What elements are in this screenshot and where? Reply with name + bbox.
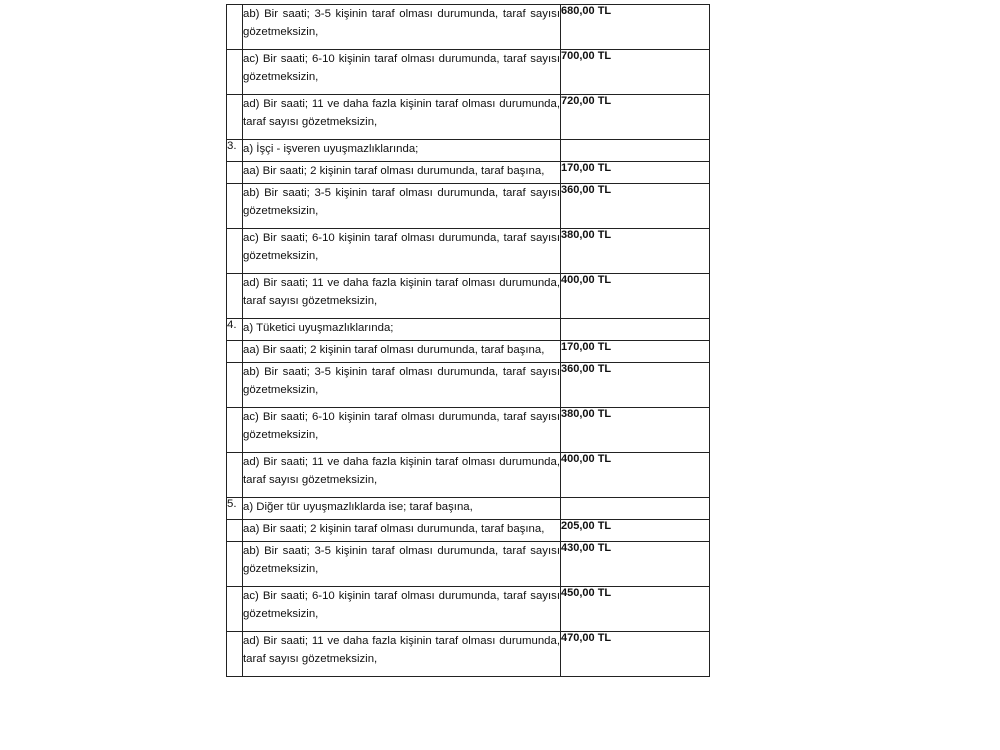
fee-amount: 400,00 TL: [561, 274, 710, 319]
table-row: [227, 5, 710, 50]
fee-amount: 170,00 TL: [561, 341, 710, 363]
section-heading-row: [227, 319, 710, 341]
fee-table: [226, 4, 710, 677]
item-number-cell: [227, 229, 243, 274]
item-number-cell: [227, 632, 243, 677]
item-number-cell: [227, 453, 243, 498]
fee-amount: 430,00 TL: [561, 542, 710, 587]
item-number-cell: [227, 5, 243, 50]
table-row: [227, 341, 710, 363]
item-number-cell: [227, 184, 243, 229]
fee-amount: 680,00 TL: [561, 5, 710, 50]
fee-amount: 380,00 TL: [561, 408, 710, 453]
section-heading: a) Tüketici uyuşmazlıklarında;: [243, 319, 561, 341]
fee-description: ad) Bir saati; 11 ve daha fazla kişinin taraf olması durumunda, taraf sayısı gözetmeksizin,: [243, 95, 561, 140]
fee-description: ad) Bir saati; 11 ve daha fazla kişinin taraf olması durumunda, taraf sayısı gözetmeksizin,: [243, 453, 561, 498]
fee-description: ad) Bir saati; 11 ve daha fazla kişinin taraf olması durumunda, taraf sayısı gözetmeksizin,: [243, 274, 561, 319]
empty-amount-cell: [561, 319, 710, 341]
item-number: 4.: [227, 319, 243, 341]
fee-description: ad) Bir saati; 11 ve daha fazla kişinin taraf olması durumunda, taraf sayısı gözetmeksizin,: [243, 632, 561, 677]
item-number-cell: [227, 408, 243, 453]
table-row: [227, 520, 710, 542]
table-row: [227, 229, 710, 274]
table-row: [227, 363, 710, 408]
fee-description: aa) Bir saati; 2 kişinin taraf olması durumunda, taraf başına,: [243, 520, 561, 542]
section-heading: a) İşçi - işveren uyuşmazlıklarında;: [243, 140, 561, 162]
section-heading-row: [227, 498, 710, 520]
empty-amount-cell: [561, 140, 710, 162]
table-row: [227, 408, 710, 453]
item-number-cell: [227, 341, 243, 363]
fee-amount: 450,00 TL: [561, 587, 710, 632]
item-number-cell: [227, 162, 243, 184]
fee-amount: 360,00 TL: [561, 363, 710, 408]
table-row: [227, 162, 710, 184]
item-number: 3.: [227, 140, 243, 162]
table-row: [227, 184, 710, 229]
fee-description: ac) Bir saati; 6-10 kişinin taraf olması durumunda, taraf sayısı gözetmeksizin,: [243, 229, 561, 274]
fee-amount: 205,00 TL: [561, 520, 710, 542]
item-number-cell: [227, 542, 243, 587]
section-heading-row: [227, 140, 710, 162]
fee-description: ac) Bir saati; 6-10 kişinin taraf olması durumunda, taraf sayısı gözetmeksizin,: [243, 408, 561, 453]
empty-amount-cell: [561, 498, 710, 520]
fee-description: ac) Bir saati; 6-10 kişinin taraf olması durumunda, taraf sayısı gözetmeksizin,: [243, 50, 561, 95]
fee-table-body: [227, 5, 710, 677]
item-number-cell: [227, 274, 243, 319]
fee-description: ab) Bir saati; 3-5 kişinin taraf olması durumunda, taraf sayısı gözetmeksizin,: [243, 363, 561, 408]
fee-description: aa) Bir saati; 2 kişinin taraf olması durumunda, taraf başına,: [243, 162, 561, 184]
fee-description: aa) Bir saati; 2 kişinin taraf olması durumunda, taraf başına,: [243, 341, 561, 363]
item-number-cell: [227, 520, 243, 542]
fee-amount: 170,00 TL: [561, 162, 710, 184]
fee-amount: 380,00 TL: [561, 229, 710, 274]
table-row: [227, 274, 710, 319]
fee-amount: 720,00 TL: [561, 95, 710, 140]
fee-description: ab) Bir saati; 3-5 kişinin taraf olması durumunda, taraf sayısı gözetmeksizin,: [243, 184, 561, 229]
table-row: [227, 587, 710, 632]
item-number: 5.: [227, 498, 243, 520]
fee-description: ab) Bir saati; 3-5 kişinin taraf olması durumunda, taraf sayısı gözetmeksizin,: [243, 542, 561, 587]
item-number-cell: [227, 95, 243, 140]
fee-description: ac) Bir saati; 6-10 kişinin taraf olması durumunda, taraf sayısı gözetmeksizin,: [243, 587, 561, 632]
item-number-cell: [227, 587, 243, 632]
fee-amount: 470,00 TL: [561, 632, 710, 677]
fee-amount: 360,00 TL: [561, 184, 710, 229]
item-number-cell: [227, 363, 243, 408]
table-row: [227, 453, 710, 498]
section-heading: a) Diğer tür uyuşmazlıklarda ise; taraf başına,: [243, 498, 561, 520]
table-row: [227, 50, 710, 95]
fee-amount: 700,00 TL: [561, 50, 710, 95]
table-row: [227, 95, 710, 140]
fee-amount: 400,00 TL: [561, 453, 710, 498]
fee-description: ab) Bir saati; 3-5 kişinin taraf olması durumunda, taraf sayısı gözetmeksizin,: [243, 5, 561, 50]
table-row: [227, 632, 710, 677]
item-number-cell: [227, 50, 243, 95]
table-row: [227, 542, 710, 587]
